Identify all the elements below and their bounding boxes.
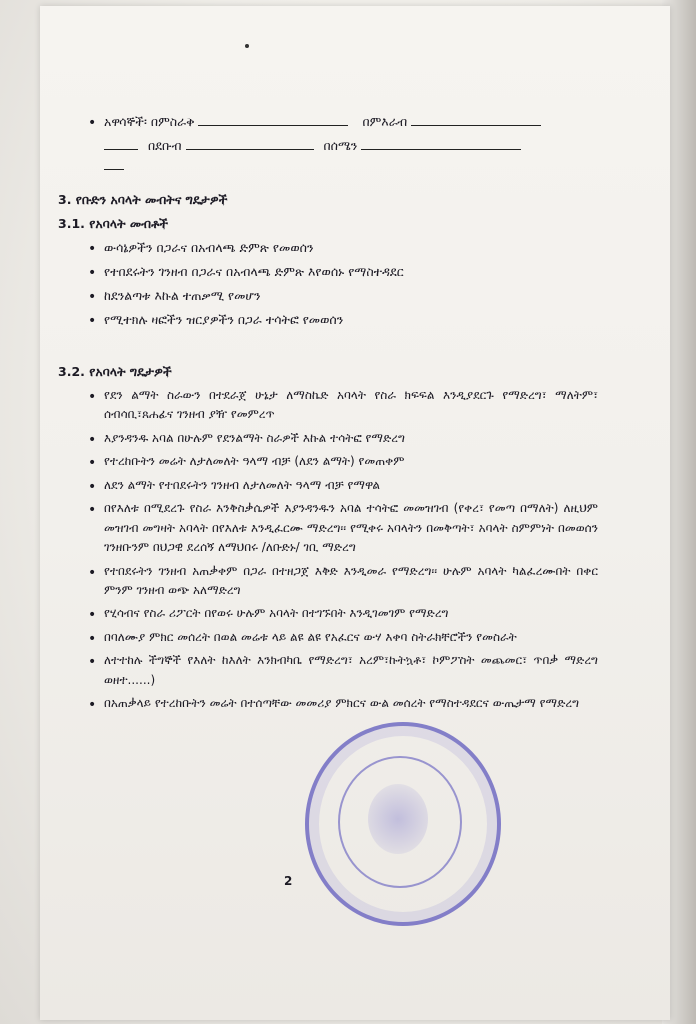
- rights-item: • ከደንልጣቱ እኩል ተጠቃሚ የመሆን: [82, 286, 598, 306]
- rights-item: • የሚተክሉ ዛፎችን ዝርያዎችን በጋራ ተሳትፎ የመወሰን: [82, 310, 598, 330]
- boundaries-line-3: [58, 156, 598, 176]
- boundaries-line-2: [58, 136, 598, 156]
- duties-item: • የተበደሩትን ገንዘብ አጠቃቀም በጋራ በተዘጋጀ እቅድ እንዲመራ የማድረግ፡፡ ሁሉም አባላት ካልፈረሙበት በቀር ምንም ገንዘብ ወጭ አለማድረግ: [82, 562, 598, 601]
- boundary-south-label: በደቡብ: [147, 138, 182, 153]
- duties-item: • እያንዳንዱ አባል በሁሉም የደንልማት ስራዎች እኩል ተሳትፎ የማድረግ: [82, 429, 598, 448]
- section-3-title: 3. የቡድን አባላት መብትና ግዴታዎች: [58, 192, 228, 207]
- section-3-1-title: 3.1. የአባላት መብቶች: [58, 216, 169, 231]
- blank-line: [198, 115, 348, 126]
- boundaries-line: [82, 112, 598, 132]
- duties-item: • በባለሙያ ምክር መሰረት በወል መሬቱ ላይ ልዩ ልዩ የአፈርና ውሃ እቀባ ስትራክቸሮችን የመስራት: [82, 628, 598, 647]
- rights-item: • ውሳኔዎችን በጋራና በአብላጫ ድምጽ የመወሰን: [82, 238, 598, 258]
- blank-line: [104, 139, 138, 150]
- duties-item: • በአጠቃላይ የተረከቡትን መሬት በተሰጣቸው መመሪያ ምክርና ውል መሰረት የማስተዳደርና ውጤታማ የማድረግ: [82, 694, 598, 713]
- duties-item: • የሂሳብና የስራ ሪፖርት በየወሩ ሁሉም አባላት በተገኙበት እንዲገመገም የማድረግ: [82, 604, 598, 623]
- duties-item: • በየእለቱ በሚደረጉ የስራ እንቅስቃሴዎች እያንዳንዱን አባል ተሳትፎ መመዝገብ (የቀረ፣ የመጣ በማለት) ለዚህም መዝገብ መግዛት አባላት በየእለቱ እንዲፈርሙ ማድረግ፡፡ የሚቀሩ አባላትን በመቅጣት፣ አባላት ስምምነት በመወሰን ገንዘቡንም በህጋዊ ደረሰኝ ለማህበሩ /ለቡድኑ/ ገቢ ማድረግ: [82, 499, 598, 557]
- boundary-north-label: በሰሜን: [323, 138, 358, 153]
- official-stamp-emblem: [368, 784, 428, 854]
- duties-item: • የደን ልማት ስራውን በተደራጀ ሁኔታ ለማስኬድ አባላት የስራ ክፍፍል እንዲያደርጉ የማድረግ፣ ማለትም፣ ሰብሳቢ፣ጸሐፊና ገንዘብ ያዥ የመምረጥ: [82, 386, 598, 425]
- boundary-east-label: አዋሳኞች፡ በምስራቅ: [104, 114, 195, 129]
- boundary-west-label: በምእራብ: [362, 114, 408, 129]
- document-body: [58, 108, 598, 718]
- blank-line: [186, 139, 314, 150]
- blank-line: [104, 159, 124, 170]
- ink-dot: [245, 44, 249, 48]
- blank-line: [411, 115, 541, 126]
- duties-item: • የተረከቡትን መሬት ለታለመለት ዓላማ ብቻ (ለደን ልማት) የመጠቀም: [82, 452, 598, 471]
- page-number: 2: [284, 874, 293, 888]
- duties-item: • ለተተከሉ ችግኞች የእለት ከእለት እንክብካቤ የማድረግ፣ አረም፣ኩትኳቶ፣ ኮምፖስት መጨመር፣ ጥበቃ ማድረግ ወዘተ......): [82, 651, 598, 690]
- blank-line: [361, 139, 521, 150]
- rights-item: • የተበደሩትን ገንዘብ በጋራና በአብላጫ ድምጽ እየወሰኑ የማስተዳደር: [82, 262, 598, 282]
- section-3-2-title: 3.2. የአባላት ግዴታዎች: [58, 364, 172, 379]
- duties-item: • ለደን ልማት የተበደሩትን ገንዘብ ለታለመለት ዓላማ ብቻ የማዋል: [82, 476, 598, 495]
